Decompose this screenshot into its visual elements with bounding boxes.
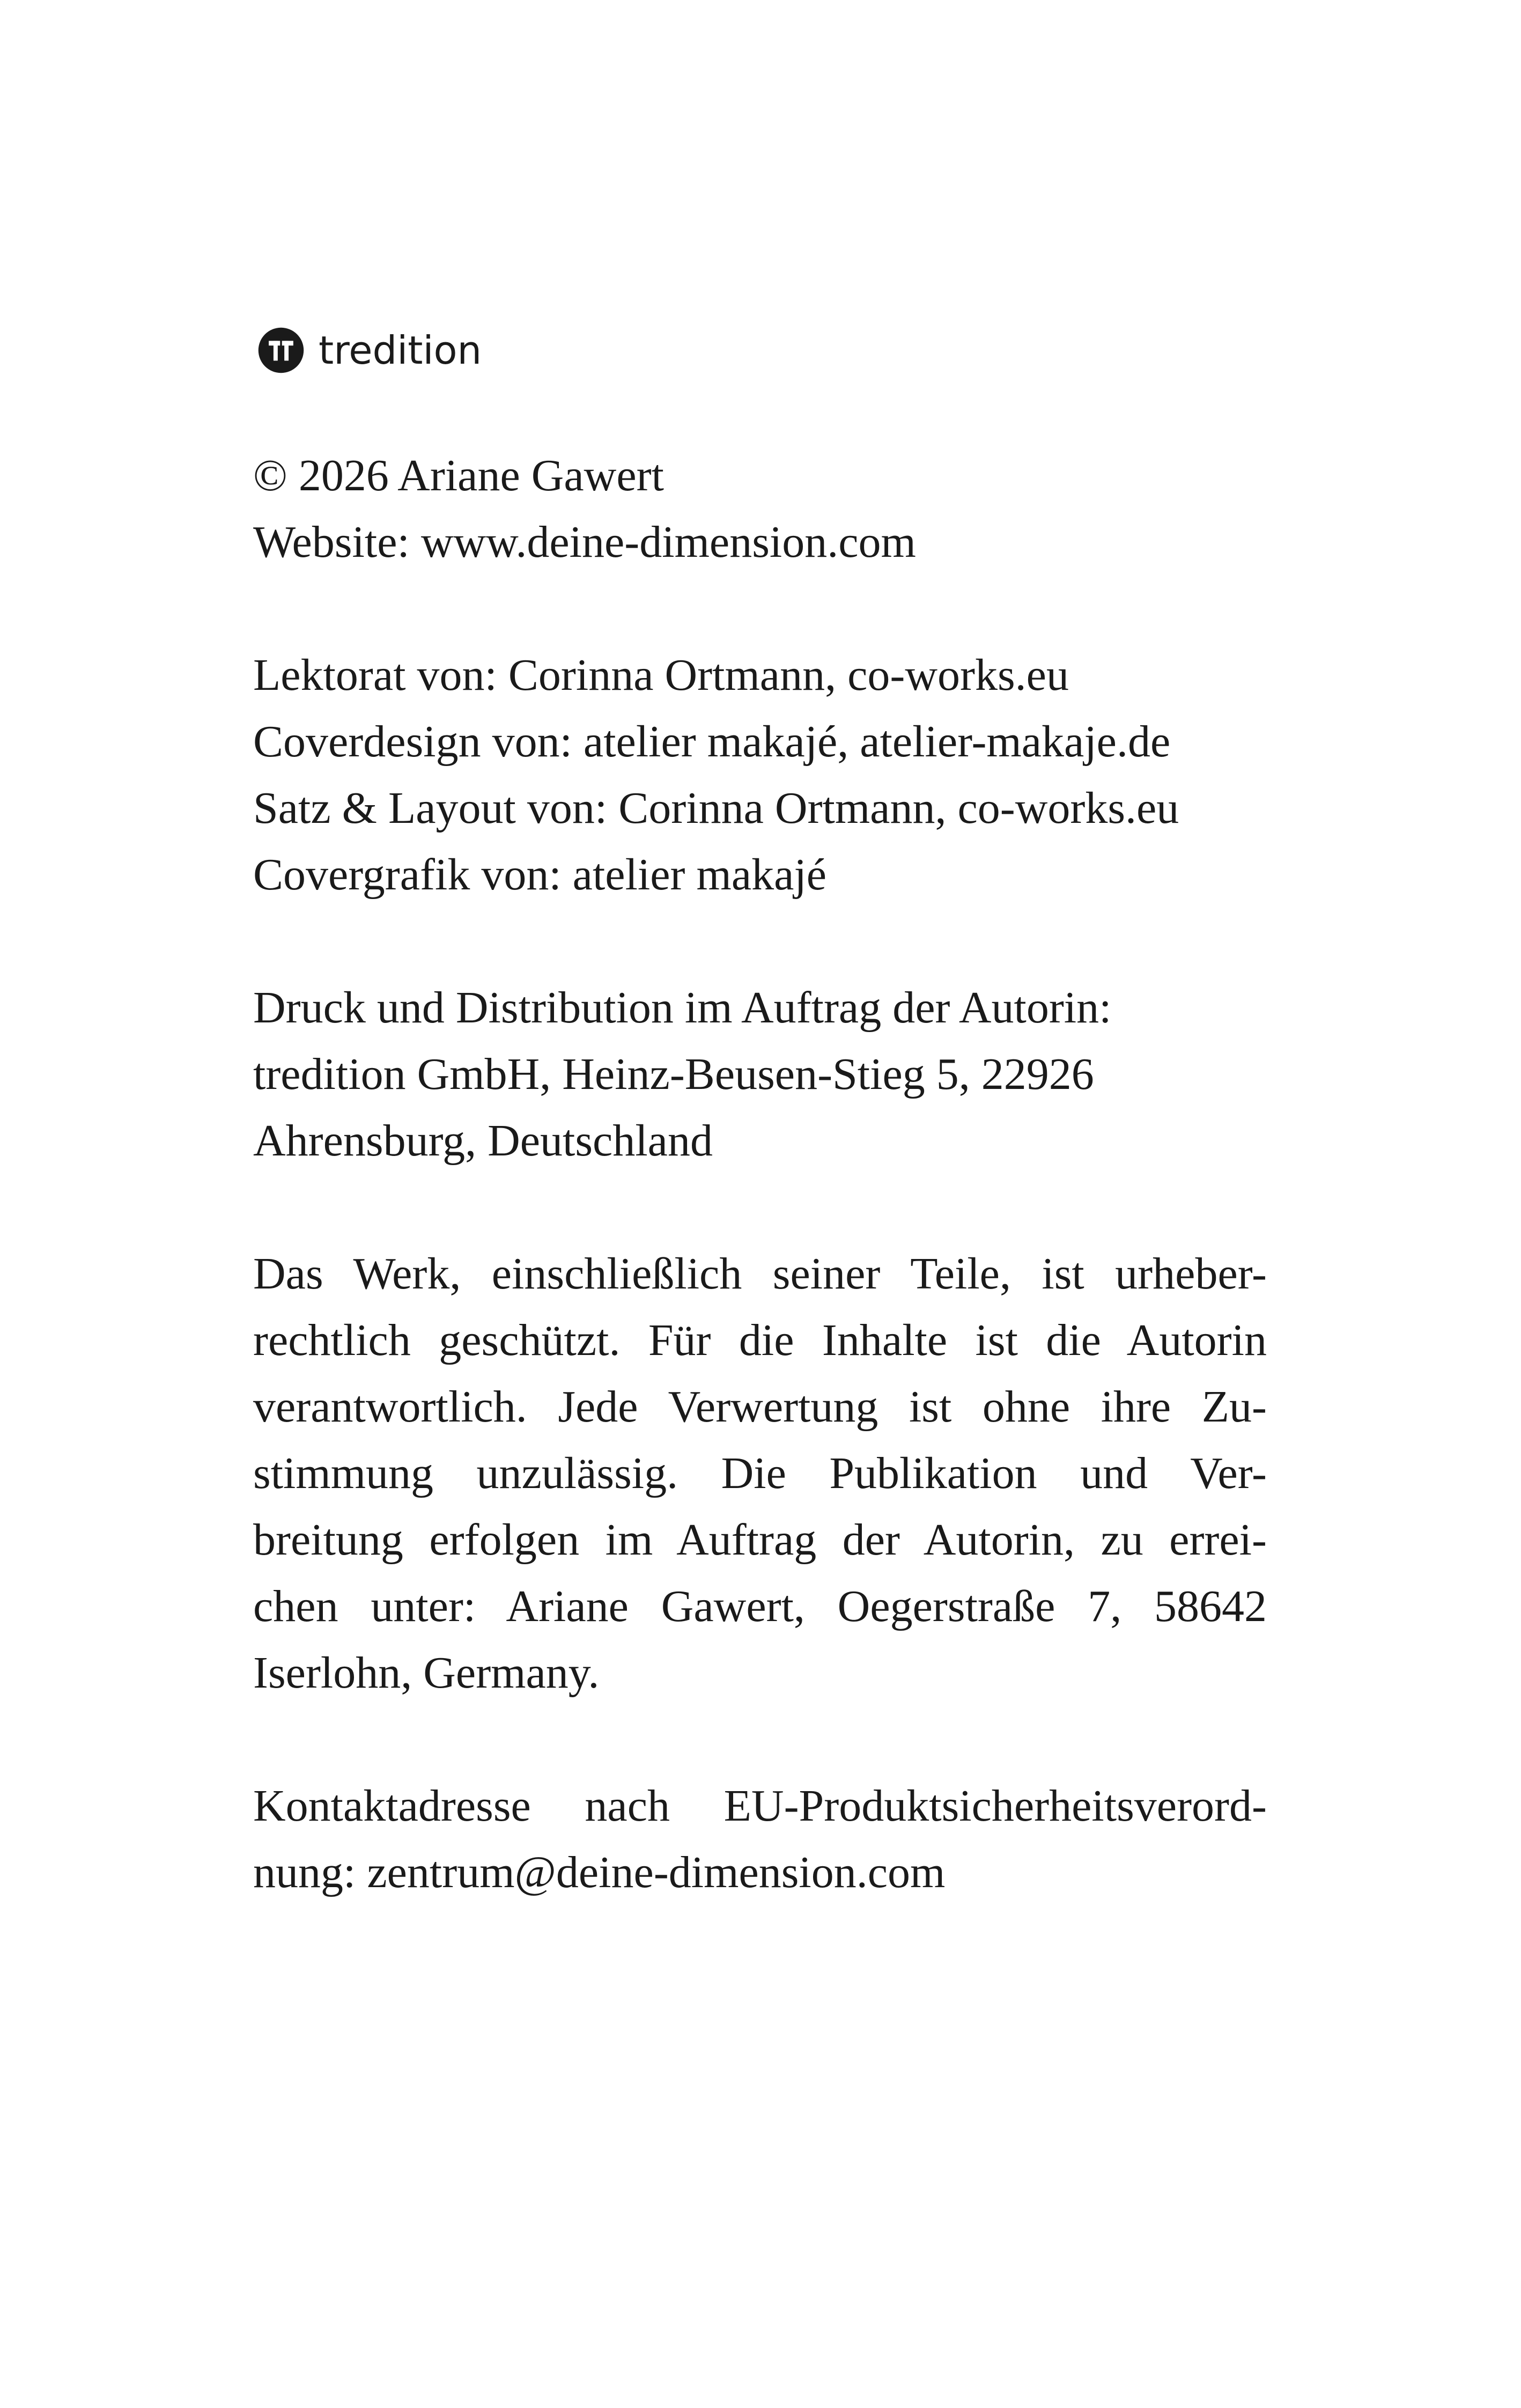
tredition-logo-icon bbox=[257, 327, 305, 374]
contact-line: nung: zentrum@deine-dimension.com bbox=[253, 1847, 946, 1897]
legal-line: stimmung unzulässig. Die Publikation und Ver- bbox=[253, 1448, 1267, 1498]
distribution-line: Ahrensburg, Deutschland bbox=[253, 1116, 713, 1166]
legal-line: verantwortlich. Jede Verwertung ist ohne ihre Zu- bbox=[253, 1382, 1267, 1432]
legal-line: chen unter: Ariane Gawert, Oegerstraße 7, 58642 bbox=[253, 1581, 1267, 1631]
credit-line: Satz & Layout von: Corinna Ortmann, co-works.eu bbox=[253, 783, 1179, 833]
legal-line: breitung erfolgen im Auftrag der Autorin, zu errei- bbox=[253, 1515, 1267, 1565]
publisher-wordmark: tredition bbox=[319, 328, 482, 373]
distribution-line: Druck und Distribution im Auftrag der Autorin: bbox=[253, 983, 1112, 1033]
copyright-block bbox=[253, 443, 1267, 576]
copyright-line: © 2026 Ariane Gawert bbox=[253, 451, 664, 500]
credit-line: Covergrafik von: atelier makajé bbox=[253, 850, 827, 900]
distribution-line: tredition GmbH, Heinz-Beusen-Stieg 5, 22926 bbox=[253, 1049, 1094, 1099]
legal-notice-block bbox=[253, 1241, 1267, 1706]
credit-line: Lektorat von: Corinna Ortmann, co-works.eu bbox=[253, 650, 1069, 700]
contact-line: Kontaktadresse nach EU-Produktsicherheitsverord- bbox=[253, 1781, 1267, 1831]
legal-line: Iserlohn, Germany. bbox=[253, 1648, 600, 1698]
publisher-logo bbox=[257, 321, 482, 380]
legal-line: rechtlich geschützt. Für die Inhalte ist die Autorin bbox=[253, 1315, 1267, 1365]
website-line: Website: www.deine-dimension.com bbox=[253, 517, 916, 567]
imprint-text bbox=[253, 443, 1267, 1972]
contact-block bbox=[253, 1773, 1267, 1906]
distribution-block bbox=[253, 975, 1267, 1174]
legal-line: Das Werk, einschließlich seiner Teile, ist urheber- bbox=[253, 1249, 1267, 1299]
credits-block bbox=[253, 642, 1267, 908]
credit-line: Coverdesign von: atelier makajé, atelier-makaje.de bbox=[253, 717, 1171, 767]
